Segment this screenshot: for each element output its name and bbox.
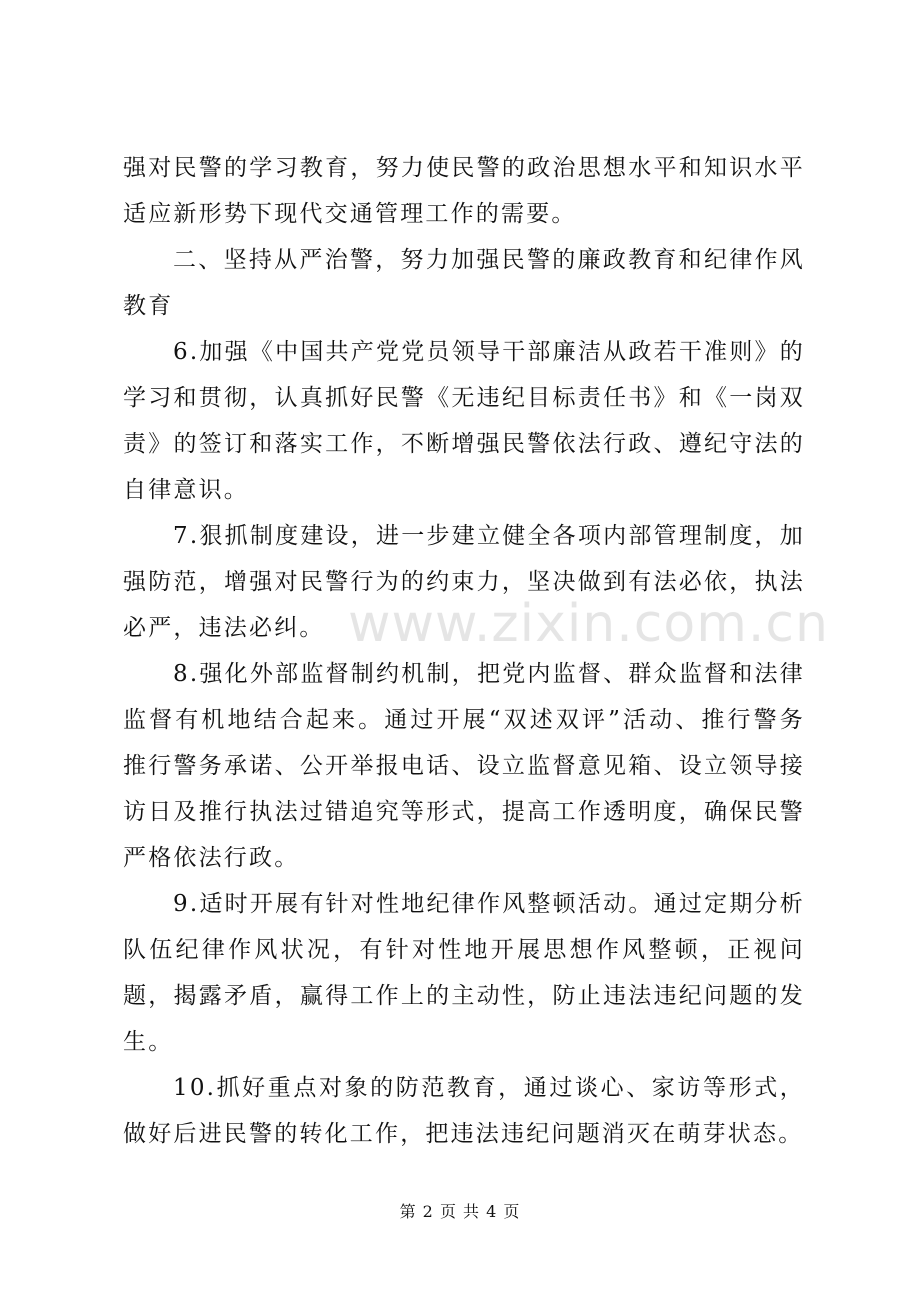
section-heading: 二、坚持从严治警，努力加强民警的廉政教育和纪律作风教育 bbox=[123, 247, 805, 319]
paragraph-item-6: 6.加强《中国共产党党员领导干部廉洁从政若干准则》的学习和贯彻，认真抓好民警《无违纪目标责任书》和《一岗双责》的签订和落实工作，不断增强民警依法行政、遵纪守法的自律意识。 bbox=[123, 339, 805, 503]
paragraph-continuation: 强对民警的学习教育，努力使民警的政治思想水平和知识水平适应新形势下现代交通管理工作的需要。 bbox=[123, 155, 805, 227]
page-number-footer: 第 2 页 共 4 页 bbox=[399, 1202, 521, 1221]
paragraph-item-9: 9.适时开展有针对性地纪律作风整顿活动。通过定期分析队伍纪律作风状况，有针对性地开展思想作风整顿，正视问题，揭露矛盾，赢得工作上的主动性，防止违法违纪问题的发生。 bbox=[123, 891, 805, 1055]
watermark: www.zixin.com.cn bbox=[348, 594, 829, 654]
paragraph-item-7: 7.狠抓制度建设，进一步建立健全各项内部管理制度，加强防范，增强对民警行为的约束力，坚决做到有法必依，执法必严，违法必纠。 bbox=[123, 523, 805, 641]
paragraph-item-10: 10.抓好重点对象的防范教育，通过谈心、家访等形式，做好后进民警的转化工作，把违法违纪问题消灭在萌芽状态。 bbox=[123, 1075, 805, 1147]
paragraph-item-8: 8.强化外部监督制约机制，把党内监督、群众监督和法律监督有机地结合起来。通过开展“双述双评”活动、推行警务推行警务承诺、公开举报电话、设立监督意见箱、设立领导接访日及推行执法过错追究等形式，提高工作透明度，确保民警严格依法行政。 bbox=[123, 661, 805, 871]
